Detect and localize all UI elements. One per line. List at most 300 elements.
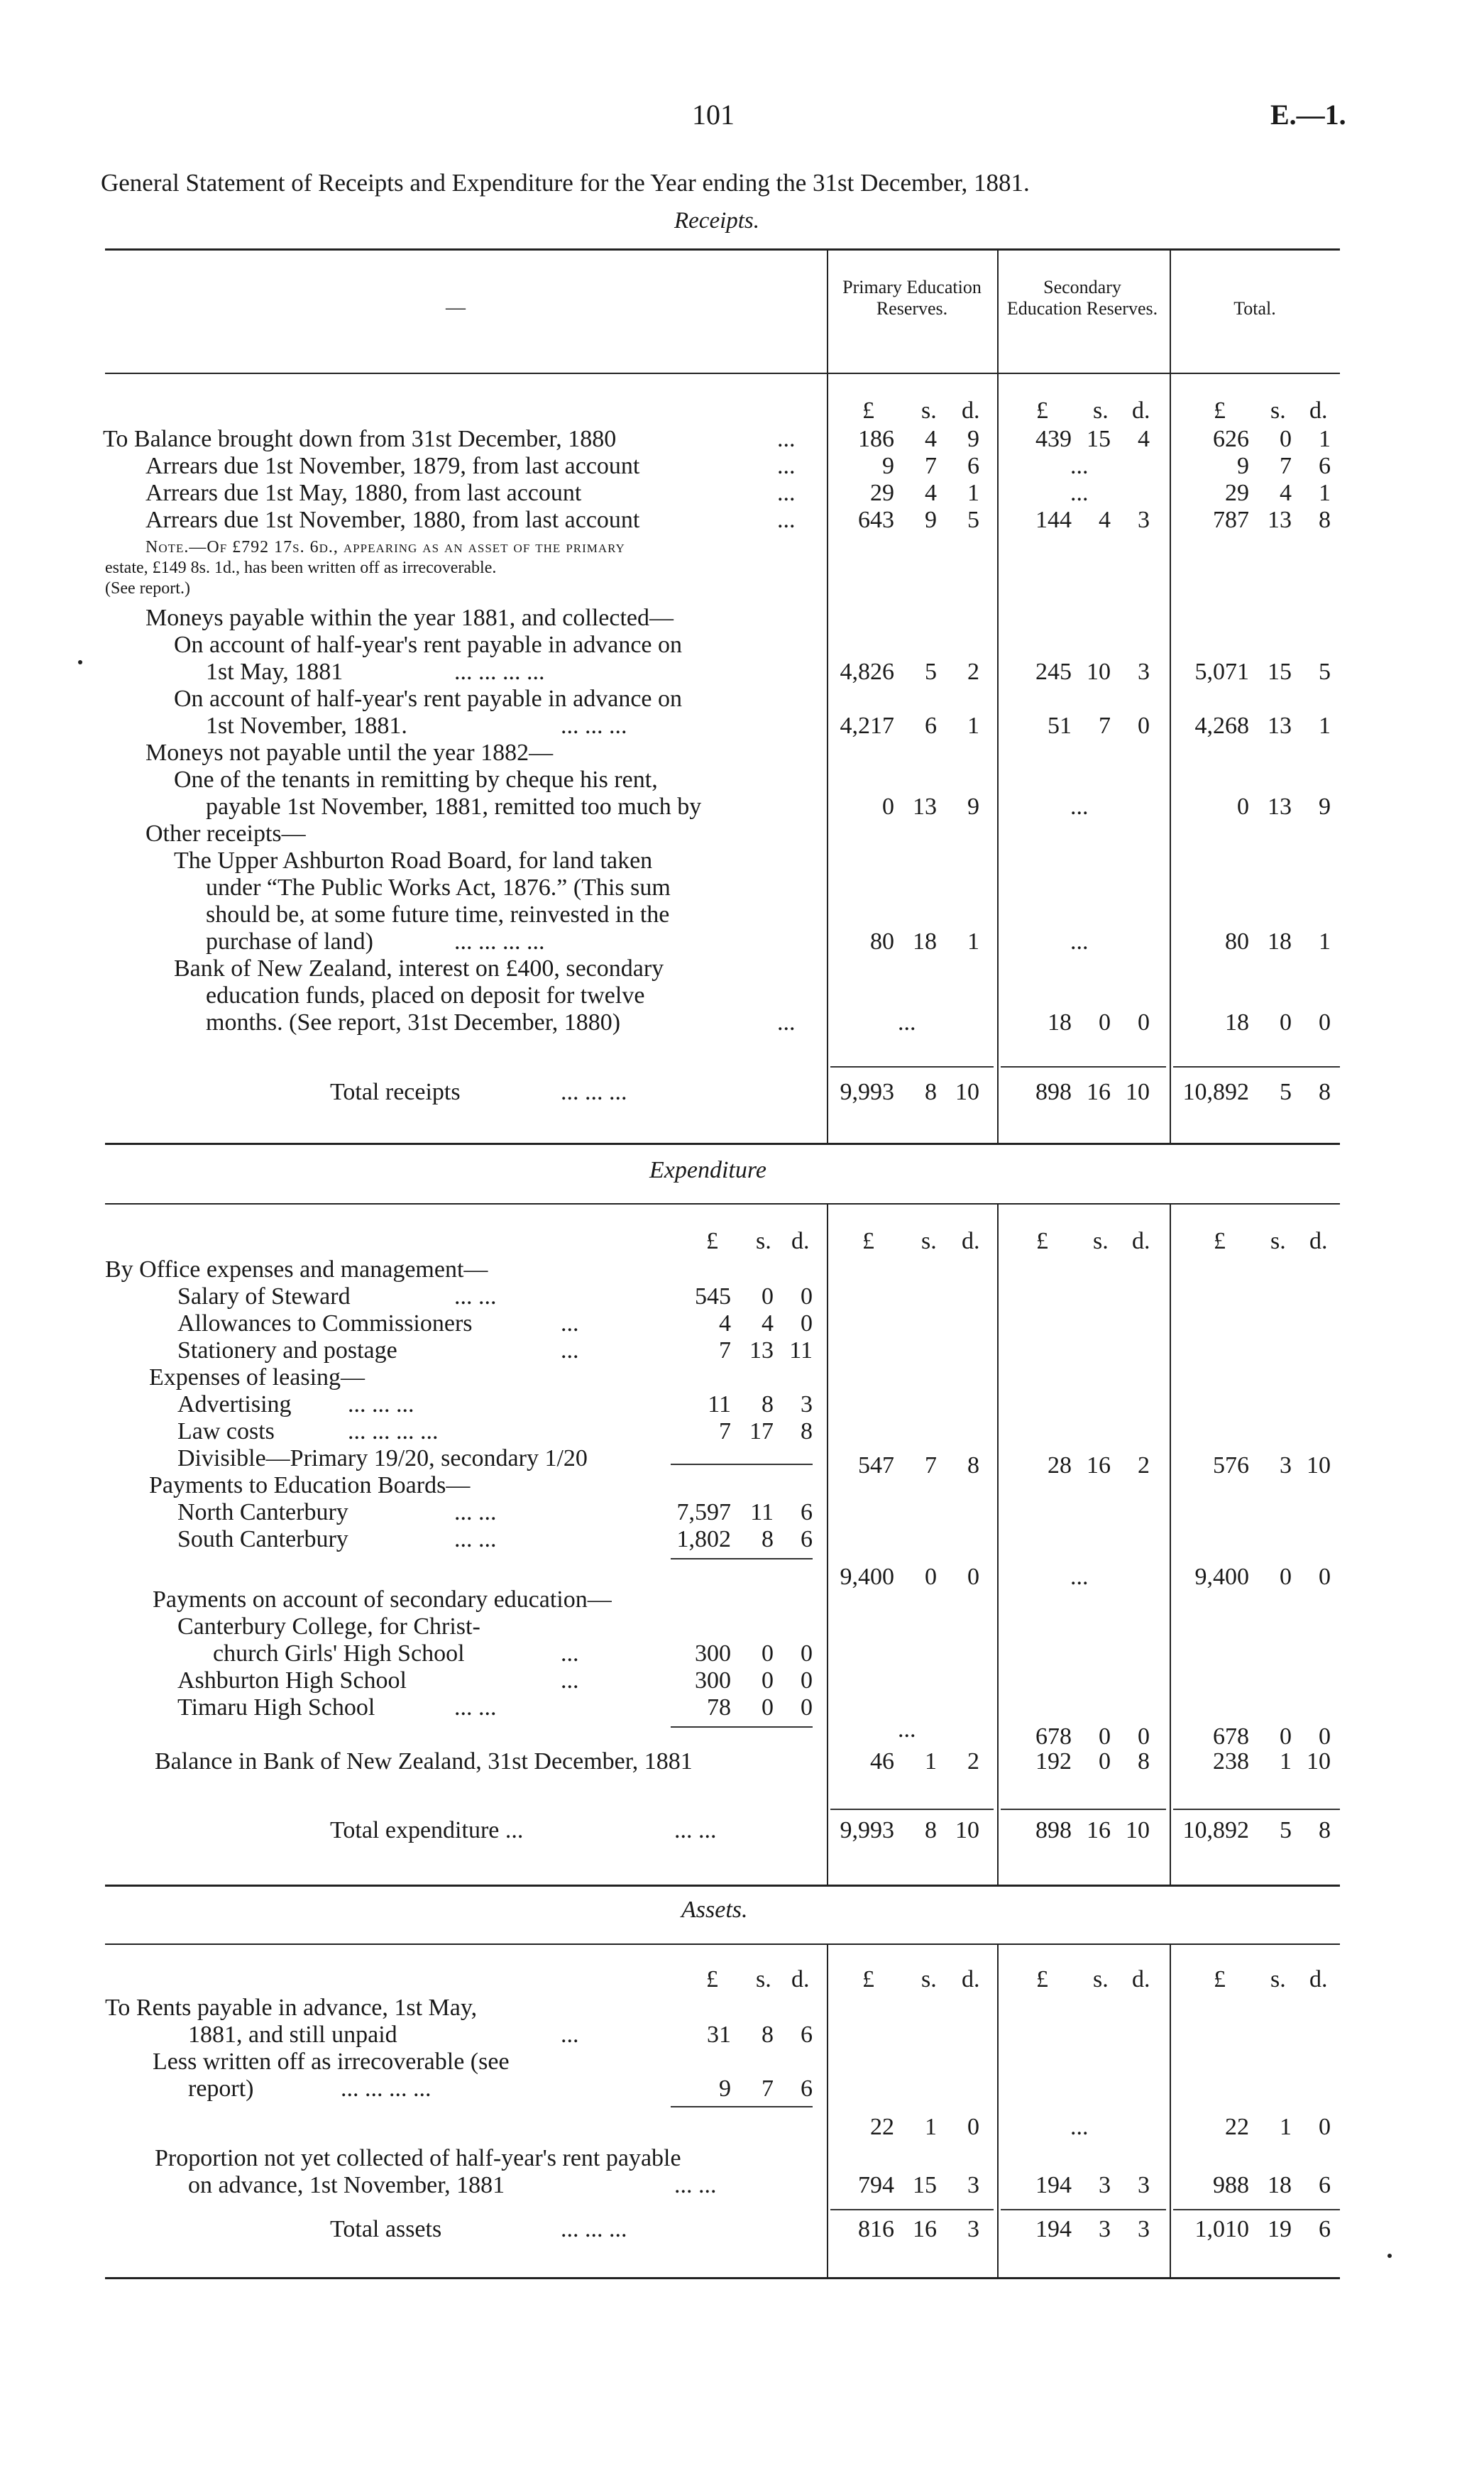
primary-blank: ... [898,1009,916,1036]
total-shillings: 19 [1268,2216,1292,2242]
total-pence: 0 [1319,1723,1331,1750]
total-pence: 6 [1319,2172,1331,2198]
item-pence: 0 [801,1310,813,1337]
secondary-pence: 10 [1126,1817,1150,1843]
unit-pound: £ [1214,1228,1226,1254]
leader-dots: ... ... ... ... [454,928,545,955]
primary-pence: 6 [967,453,979,479]
total-pence: 1 [1319,426,1331,452]
primary-pence: 9 [967,794,979,820]
advertising-label: Advertising [177,1391,292,1418]
law-costs-label: Law costs [177,1418,275,1444]
primary-shillings: 0 [925,1564,937,1590]
item-shillings: 8 [762,1526,774,1552]
divisible-label: Divisible—Primary 19/20, secondary 1/20 [177,1445,588,1471]
unit-shilling: s. [1093,1228,1109,1254]
item-pence: 6 [801,2076,813,2102]
primary-pence: 9 [967,426,979,452]
item-pounds: 31 [707,2022,731,2048]
item-pounds: 300 [695,1640,731,1667]
secondary-shillings: 16 [1087,1817,1111,1843]
moneys-1882-heading: Moneys not payable until the year 1882— [145,740,554,766]
secondary-shillings: 0 [1099,1009,1111,1036]
total-pounds: 10,892 [1182,1817,1249,1843]
item-shillings: 8 [762,2022,774,2048]
col-rule-total [1170,248,1171,1143]
item-pounds: 11 [708,1391,731,1418]
primary-pence: 8 [967,1452,979,1479]
unit-pence: d. [1132,1228,1150,1254]
total-rule [830,1066,994,1068]
item-pence: 6 [801,1526,813,1552]
total-shillings: 7 [1280,453,1292,479]
total-pounds: 22 [1225,2114,1249,2140]
total-pence: 1 [1319,928,1331,955]
leader-dots: ... ... ... [561,713,627,739]
table-top-rule [105,248,1340,251]
total-rule [1001,1809,1166,1810]
secondary-pounds: 898 [1035,1079,1072,1105]
total-shillings: 1 [1280,2114,1292,2140]
secondary-shillings: 16 [1087,1079,1111,1105]
subtotal-rule [671,1464,813,1465]
unit-shilling: s. [1093,1966,1109,1992]
secondary-shillings: 3 [1099,2172,1111,2198]
leader-dots: ... ... ... ... [341,2076,432,2102]
col-rule-primary-assets [827,1943,828,2277]
note-line: Note.—Of £792 17s. 6d., appearing as an asset of the primary [145,538,625,556]
total-column-header: Total. [1233,298,1276,319]
col-rule-secondary [997,248,999,1143]
subtotal-rule [671,1726,813,1728]
item-pounds: 7,597 [676,1499,731,1525]
total-shillings: 0 [1280,426,1292,452]
secondary-pounds: 678 [1035,1723,1072,1750]
receipt-arrears-1879-label: Arrears due 1st November, 1879, from last account [145,453,640,479]
total-shillings: 4 [1280,480,1292,506]
unit-pence: d. [962,1228,980,1254]
unit-pence: d. [791,1966,810,1992]
unit-shilling: s. [921,397,937,424]
total-pounds: 5,071 [1194,659,1249,685]
note-line: estate, £149 8s. 1d., has been written off as irrecoverable. [105,559,497,577]
secondary-shillings: 3 [1099,2216,1111,2242]
allowances-label: Allowances to Commissioners [177,1310,473,1337]
total-pounds: 9 [1237,453,1249,479]
unit-pound: £ [862,1228,874,1254]
total-pounds: 4,268 [1194,713,1249,739]
primary-shillings: 16 [913,2216,937,2242]
unit-pound: £ [862,397,874,424]
canterbury-college-label: church Girls' High School [213,1640,465,1667]
secondary-pounds: 194 [1035,2216,1072,2242]
expenditure-end-rule [105,1885,1340,1887]
col-rule-primary [827,248,828,1143]
secondary-shillings: 10 [1087,659,1111,685]
balance-bank-label: Balance in Bank of New Zealand, 31st December, 1881 [155,1748,693,1775]
secondary-pence: 0 [1138,1723,1150,1750]
road-board-label: under “The Public Works Act, 1876.” (This sum [206,874,671,901]
secondary-blank: ... [1070,928,1089,955]
secondary-pounds: 28 [1048,1452,1072,1479]
primary-pence: 1 [967,928,979,955]
item-pence: 8 [801,1418,813,1444]
leader-dots: ... ... [674,1817,717,1843]
primary-shillings: 6 [925,713,937,739]
total-shillings: 3 [1280,1452,1292,1479]
total-rule [830,2209,994,2210]
item-shillings: 4 [762,1310,774,1337]
total-pounds: 0 [1237,794,1249,820]
primary-pounds: 547 [858,1452,894,1479]
total-pounds: 988 [1213,2172,1249,2198]
total-pounds: 787 [1213,507,1249,533]
secondary-blank: ... [1070,2114,1089,2140]
primary-pounds: 9,993 [840,1817,894,1843]
receipt-arrears-may-1880-label: Arrears due 1st May, 1880, from last account [145,480,582,506]
total-pence: 5 [1319,659,1331,685]
secondary-pence: 3 [1138,2172,1150,2198]
secondary-pence: 3 [1138,2216,1150,2242]
total-pence: 8 [1319,507,1331,533]
leader-dots: ... [777,1009,796,1036]
total-shillings: 18 [1268,2172,1292,2198]
secondary-blank: ... [1070,794,1089,820]
unit-pound: £ [1214,397,1226,424]
leader-dots: ... [561,1337,579,1364]
secondary-payments-heading: Payments on account of secondary education— [153,1586,612,1613]
leader-dots: ... ... ... [561,1079,627,1105]
unit-shilling: s. [921,1966,937,1992]
bank-interest-label: education funds, placed on deposit for twelve [206,982,645,1009]
stationery-label: Stationery and postage [177,1337,397,1364]
primary-pounds: 816 [858,2216,894,2242]
leader-dots: ... [561,1667,579,1694]
primary-pounds: 46 [870,1748,894,1775]
road-board-label: purchase of land) [206,928,374,955]
secondary-shillings: 7 [1099,713,1111,739]
road-board-label: should be, at some future time, reinvested in the [206,901,670,928]
item-pence: 0 [801,1694,813,1721]
secondary-shillings: 0 [1099,1723,1111,1750]
primary-pence: 2 [967,659,979,685]
total-shillings: 5 [1280,1817,1292,1843]
proportion-label: Proportion not yet collected of half-year's rent payable [155,2145,681,2171]
report-reference: E.—1. [1270,99,1346,131]
col-rule-secondary-assets [997,1943,999,2277]
primary-pence: 1 [967,713,979,739]
moneys-1881-heading: Moneys payable within the year 1881, and collected— [145,605,674,631]
total-pence: 0 [1319,2114,1331,2140]
col-rule-total-assets [1170,1943,1171,2277]
leader-dots: ... ... ... ... [454,659,545,685]
total-shillings: 13 [1268,507,1292,533]
unit-pence: d. [962,1966,980,1992]
leader-dots: ... ... [454,1283,497,1310]
total-receipts-label: Total receipts [330,1079,461,1105]
item-pence: 11 [789,1337,813,1364]
leader-dots: ... [561,2022,579,2048]
item-pence: 3 [801,1391,813,1418]
leader-dots: ... ... [674,2172,717,2198]
unit-pound: £ [1036,397,1048,424]
written-off-label: report) [188,2076,254,2102]
primary-pounds: 643 [858,507,894,533]
primary-pounds: 22 [870,2114,894,2140]
total-pounds: 576 [1213,1452,1249,1479]
salary-label: Salary of Steward [177,1283,351,1310]
primary-blank: ... [898,1716,916,1743]
leader-dots: ... ... ... ... [348,1418,439,1444]
item-pounds: 300 [695,1667,731,1694]
nov-rent-label: 1st November, 1881. [206,713,407,739]
secondary-pence: 3 [1138,659,1150,685]
north-canterbury-label: North Canterbury [177,1499,348,1525]
assets-heading: Assets. [681,1897,748,1923]
primary-shillings: 7 [925,453,937,479]
secondary-shillings: 4 [1099,507,1111,533]
primary-pence: 0 [967,2114,979,2140]
primary-shillings: 1 [925,1748,937,1775]
bank-interest-label: Bank of New Zealand, interest on £400, secondary [174,955,664,982]
primary-pounds: 9,993 [840,1079,894,1105]
total-pence: 9 [1319,794,1331,820]
primary-pounds: 0 [882,794,894,820]
note-line: (See report.) [105,579,190,598]
unit-pence: d. [1132,397,1150,424]
total-rule [1001,1066,1166,1068]
item-pounds: 9 [719,2076,731,2102]
total-rule [1001,2209,1166,2210]
primary-shillings: 18 [913,928,937,955]
road-board-label: The Upper Ashburton Road Board, for land taken [174,848,653,874]
page-number: 101 [692,99,735,131]
primary-pounds: 9,400 [840,1564,894,1590]
total-pence: 8 [1319,1079,1331,1105]
leasing-heading: Expenses of leasing— [149,1364,365,1391]
item-shillings: 7 [762,2076,774,2102]
item-pounds: 7 [719,1418,731,1444]
item-pounds: 78 [707,1694,731,1721]
total-pence: 0 [1319,1009,1331,1036]
total-expenditure-label: Total expenditure ... [330,1817,524,1843]
primary-pence: 5 [967,507,979,533]
total-pence: 8 [1319,1817,1331,1843]
primary-pence: 10 [955,1079,979,1105]
table-bottom-rule [105,2277,1340,2279]
col-rule-total-exp [1170,1203,1171,1885]
cheque-label: One of the tenants in remitting by cheque his rent, [174,767,658,793]
unit-pound: £ [706,1966,718,1992]
unit-shilling: s. [1093,397,1109,424]
item-pounds: 1,802 [676,1526,731,1552]
leader-dots: ... ... [454,1499,497,1525]
nov-rent-label: On account of half-year's rent payable in advance on [174,686,683,712]
ink-speck [1387,2254,1392,2258]
total-rule [1173,2209,1340,2210]
total-pence: 1 [1319,480,1331,506]
rents-label: To Rents payable in advance, 1st May, [105,1995,478,2021]
item-pence: 6 [801,1499,813,1525]
total-pounds: 80 [1225,928,1249,955]
item-pence: 0 [801,1640,813,1667]
leader-dots: ... ... ... [348,1391,414,1418]
may-rent-label: 1st May, 1881 [206,659,343,685]
unit-pound: £ [1036,1228,1048,1254]
total-pence: 0 [1319,1564,1331,1590]
total-pounds: 18 [1225,1009,1249,1036]
unit-shilling: s. [921,1228,937,1254]
secondary-blank: ... [1070,480,1089,506]
item-shillings: 0 [762,1283,774,1310]
item-pounds: 545 [695,1283,731,1310]
unit-pence: d. [1309,1228,1328,1254]
total-pence: 6 [1319,2216,1331,2242]
secondary-pence: 8 [1138,1748,1150,1775]
item-pounds: 7 [719,1337,731,1364]
primary-shillings: 7 [925,1452,937,1479]
primary-shillings: 1 [925,2114,937,2140]
leader-dots: ... ... ... [561,2216,627,2242]
total-pounds: 29 [1225,480,1249,506]
unit-shilling: s. [756,1966,771,1992]
primary-pence: 1 [967,480,979,506]
leader-dots: ... ... [454,1526,497,1552]
subtotal-rule [671,1558,813,1559]
secondary-pence: 4 [1138,426,1150,452]
may-rent-label: On account of half-year's rent payable in advance on [174,632,683,658]
item-shillings: 0 [762,1694,774,1721]
total-rule [1173,1066,1340,1068]
unit-pound: £ [706,1228,718,1254]
unit-pound: £ [1036,1966,1048,1992]
item-pence: 0 [801,1283,813,1310]
ink-speck [78,660,82,664]
rents-label: 1881, and still unpaid [188,2022,397,2048]
primary-pence: 2 [967,1748,979,1775]
timaru-label: Timaru High School [177,1694,375,1721]
statement-title: General Statement of Receipts and Expenditure for the Year ending the 31st December, 1881. [101,169,1030,197]
expenditure-top-rule [105,1203,1340,1205]
secondary-shillings: 16 [1087,1452,1111,1479]
primary-shillings: 8 [925,1817,937,1843]
receipt-arrears-nov-1880-label: Arrears due 1st November, 1880, from last account [145,507,640,533]
blank-column-header: — [446,297,466,319]
primary-column-header: Primary Education Reserves. [842,277,982,319]
leader-dots: ... ... [454,1694,497,1721]
total-shillings: 0 [1280,1564,1292,1590]
unit-pound: £ [1214,1966,1226,1992]
receipts-end-rule [105,1143,1340,1145]
unit-pence: d. [1309,397,1328,424]
leader-dots: ... [777,453,796,479]
unit-shilling: s. [1270,1228,1286,1254]
unit-pence: d. [791,1228,810,1254]
primary-pounds: 4,826 [840,659,894,685]
secondary-pounds: 194 [1035,2172,1072,2198]
item-shillings: 0 [762,1640,774,1667]
secondary-pounds: 144 [1035,507,1072,533]
primary-shillings: 13 [913,794,937,820]
receipts-heading: Receipts. [674,208,760,234]
primary-shillings: 4 [925,480,937,506]
secondary-pounds: 51 [1048,713,1072,739]
primary-shillings: 4 [925,426,937,452]
primary-pounds: 9 [882,453,894,479]
total-assets-label: Total assets [330,2216,442,2242]
secondary-blank: ... [1070,1564,1089,1590]
primary-pence: 0 [967,1564,979,1590]
total-pence: 1 [1319,713,1331,739]
total-pounds: 9,400 [1194,1564,1249,1590]
primary-pence: 10 [955,1817,979,1843]
col-rule-secondary-exp [997,1203,999,1885]
total-shillings: 5 [1280,1079,1292,1105]
secondary-shillings: 15 [1087,426,1111,452]
total-pounds: 1,010 [1194,2216,1249,2242]
primary-shillings: 5 [925,659,937,685]
unit-pence: d. [1309,1966,1328,1992]
total-pence: 10 [1307,1748,1331,1775]
total-shillings: 13 [1268,794,1292,820]
expenditure-heading: Expenditure [649,1157,766,1183]
canterbury-college-label: Canterbury College, for Christ- [177,1613,480,1640]
item-shillings: 13 [749,1337,774,1364]
secondary-shillings: 0 [1099,1748,1111,1775]
total-pounds: 10,892 [1182,1079,1249,1105]
item-shillings: 11 [750,1499,774,1525]
primary-shillings: 8 [925,1079,937,1105]
primary-pounds: 4,217 [840,713,894,739]
unit-pence: d. [962,397,980,424]
unit-pence: d. [1132,1966,1150,1992]
total-pounds: 678 [1213,1723,1249,1750]
item-pence: 6 [801,2022,813,2048]
proportion-label: on advance, 1st November, 1881 [188,2172,505,2198]
total-shillings: 0 [1280,1009,1292,1036]
secondary-pounds: 439 [1035,426,1072,452]
leader-dots: ... [561,1640,579,1667]
total-pence: 6 [1319,453,1331,479]
item-shillings: 0 [762,1667,774,1694]
office-expenses-heading: By Office expenses and management— [105,1256,488,1283]
item-pounds: 4 [719,1310,731,1337]
item-shillings: 17 [749,1418,774,1444]
subtotal-rule [671,2106,813,2107]
total-shillings: 15 [1268,659,1292,685]
total-rule [1173,1809,1340,1810]
cheque-label: payable 1st November, 1881, remitted too much by [206,794,702,820]
secondary-pence: 2 [1138,1452,1150,1479]
primary-pence: 3 [967,2216,979,2242]
item-shillings: 8 [762,1391,774,1418]
education-boards-heading: Payments to Education Boards— [149,1472,471,1498]
header-bottom-rule [105,373,1340,374]
primary-shillings: 9 [925,507,937,533]
unit-pound: £ [862,1966,874,1992]
total-shillings: 0 [1280,1723,1292,1750]
leader-dots: ... [777,426,796,452]
receipt-balance-label: To Balance brought down from 31st December, 1880 [103,426,617,452]
leader-dots: ... [561,1310,579,1337]
primary-pounds: 29 [870,480,894,506]
south-canterbury-label: South Canterbury [177,1526,348,1552]
unit-shilling: s. [756,1228,771,1254]
ashburton-label: Ashburton High School [177,1667,407,1694]
col-rule-primary-exp [827,1203,828,1885]
primary-pence: 3 [967,2172,979,2198]
primary-pounds: 794 [858,2172,894,2198]
